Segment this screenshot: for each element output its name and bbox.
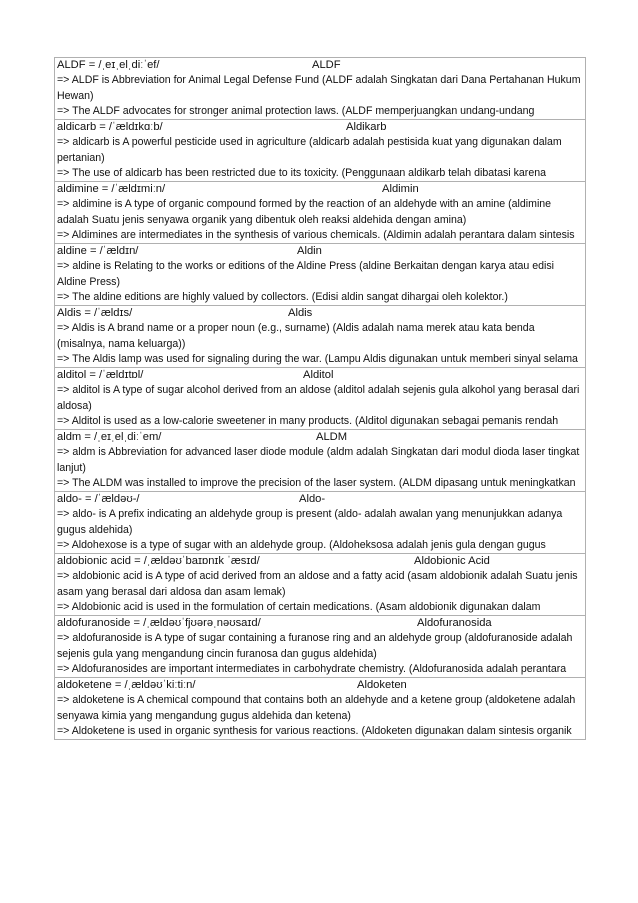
entry-aldoketene [54, 678, 586, 740]
entry-definition: => aldobionic acid is A type of acid derived from an aldose and a fatty acid (asam aldobionik adalah Suatu jenis asam yang berasal dari aldosa dan asam lemak) [57, 570, 578, 598]
entry-translation: Aldimin [382, 183, 419, 195]
entry-term: aldo- = /ˈældəʊ-/ [57, 493, 140, 505]
entry-term: aldofuranoside = /ˌældəʊˈfjʊərəˌnəʊsaɪd/ [57, 617, 261, 629]
entry-example: => Alditol is used as a low-calorie sweetener in many products. (Alditol digunakan sebagai pemanis rendah [57, 414, 559, 427]
entry-aldicarb [54, 120, 586, 182]
entry-translation: ALDF [312, 59, 341, 71]
entry-head [57, 120, 583, 135]
entry-translation: Aldo- [299, 493, 326, 505]
entry-translation: Aldoketen [357, 679, 407, 691]
entry-aldis [54, 306, 586, 368]
entry-head [57, 244, 583, 259]
entry-translation: ALDM [316, 431, 348, 443]
entry-aldimine [54, 182, 586, 244]
entry-term: aldoketene = /ˌældəʊˈkiːtiːn/ [57, 679, 196, 691]
entry-example: => The ALDM was installed to improve the precision of the laser system. (ALDM dipasang untuk meningkatkan [57, 476, 576, 489]
entry-definition: => aldm is Abbreviation for advanced laser diode module (aldm adalah Singkatan dari modul dioda laser tingkat lanjut) [57, 446, 580, 474]
entry-example: => The ALDF advocates for stronger animal protection laws. (ALDF memperjuangkan undang-undang [57, 104, 535, 117]
entry-example: => The Aldis lamp was used for signaling during the war. (Lampu Aldis digunakan untuk memberi sinyal selama [57, 352, 578, 365]
entry-aldo-prefix [54, 492, 586, 554]
entry-aldine [54, 244, 586, 306]
entry-definition: => aldo- is A prefix indicating an aldehyde group is present (aldo- adalah awalan yang menunjukkan adanya gugus aldehida) [57, 508, 563, 536]
entry-term: aldine = /ˈældɪn/ [57, 245, 139, 257]
entry-definition: => Aldis is A brand name or a proper noun (e.g., surname) (Aldis adalah nama merek atau kata benda (misalnya, nama keluarga)) [57, 322, 535, 350]
entry-example: => Aldoketene is used in organic synthesis for various reactions. (Aldoketen digunakan dalam sintesis organik [57, 724, 572, 737]
entry-head [57, 616, 583, 631]
entry-translation: Aldin [297, 245, 322, 257]
entry-aldofuranoside [54, 616, 586, 678]
entry-term: aldobionic acid = /ˌældəʊˈbaɪɒnɪk ˈæsɪd/ [57, 555, 260, 567]
entry-example: => Aldimines are intermediates in the synthesis of various chemicals. (Aldimin adalah perantara dalam sintesis [57, 228, 575, 241]
entry-example: => Aldofuranosides are important intermediates in carbohydrate chemistry. (Aldofuranosida adalah perantara [57, 662, 567, 675]
entry-term: alditol = /ˈældɪtɒl/ [57, 369, 144, 381]
entry-translation: Aldobionic Acid [414, 555, 490, 567]
entry-term: aldicarb = /ˈældɪkɑːb/ [57, 121, 163, 133]
entry-example: => Aldobionic acid is used in the formulation of certain medications. (Asam aldobionik digunakan dalam [57, 600, 541, 613]
entry-term: aldimine = /ˈældɪmiːn/ [57, 183, 166, 195]
dictionary-page [54, 57, 586, 740]
entry-definition: => aldofuranoside is A type of sugar containing a furanose ring and an aldehyde group (aldofuranoside adalah sejenis gula yang mengandung cincin furanosa dan gugus aldehida) [57, 632, 573, 660]
entry-head [57, 554, 583, 569]
entry-head [57, 678, 583, 693]
entry-alditol [54, 368, 586, 430]
entry-head [57, 306, 583, 321]
entry-definition: => aldimine is A type of organic compound formed by the reaction of an aldehyde with an amine (aldimine adalah Suatu jenis senyawa organik yang dibentuk oleh reaksi aldehida dengan amina) [57, 198, 552, 226]
entry-translation: Alditol [303, 369, 334, 381]
entry-definition: => aldoketene is A chemical compound that contains both an aldehyde and a ketene group (aldoketene adalah senyawa kimia yang mengandung gugus aldehida dan ketena) [57, 694, 576, 722]
entry-term: Aldis = /ˈældɪs/ [57, 307, 133, 319]
entry-example: => Aldohexose is a type of sugar with an aldehyde group. (Aldoheksosa adalah jenis gula dengan gugus [57, 538, 546, 551]
entry-head [57, 492, 583, 507]
entry-example: => The aldine editions are highly valued by collectors. (Edisi aldin sangat dihargai oleh kolektor.) [57, 290, 508, 303]
entry-translation: Aldis [288, 307, 313, 319]
entry-head [57, 182, 583, 197]
entry-definition: => aldine is Relating to the works or editions of the Aldine Press (aldine Berkaitan dengan karya atau edisi Aldine Press) [57, 260, 555, 288]
entry-term: aldm = /ˌeɪˌelˌdiːˈem/ [57, 431, 162, 443]
entry-translation: Aldofuranosida [417, 617, 492, 629]
entry-definition: => aldicarb is A powerful pesticide used in agriculture (aldicarb adalah pestisida kuat yang digunakan dalam pertanian) [57, 136, 562, 164]
entry-definition: => ALDF is Abbreviation for Animal Legal Defense Fund (ALDF adalah Singkatan dari Dana Pertahanan Hukum Hewan) [57, 74, 581, 102]
entry-aldm [54, 430, 586, 492]
entry-head [57, 368, 583, 383]
entry-head [57, 58, 583, 73]
entry-definition: => alditol is A type of sugar alcohol derived from an aldose (alditol adalah sejenis gula alkohol yang berasal dari aldosa) [57, 384, 580, 412]
entry-head [57, 430, 583, 445]
entry-translation: Aldikarb [346, 121, 387, 133]
entry-aldf [54, 58, 586, 120]
entry-example: => The use of aldicarb has been restricted due to its toxicity. (Penggunaan aldikarb telah dibatasi karena [57, 166, 546, 179]
entry-aldobionic-acid [54, 554, 586, 616]
entry-term: ALDF = /ˌeɪˌelˌdiːˈef/ [57, 59, 160, 71]
